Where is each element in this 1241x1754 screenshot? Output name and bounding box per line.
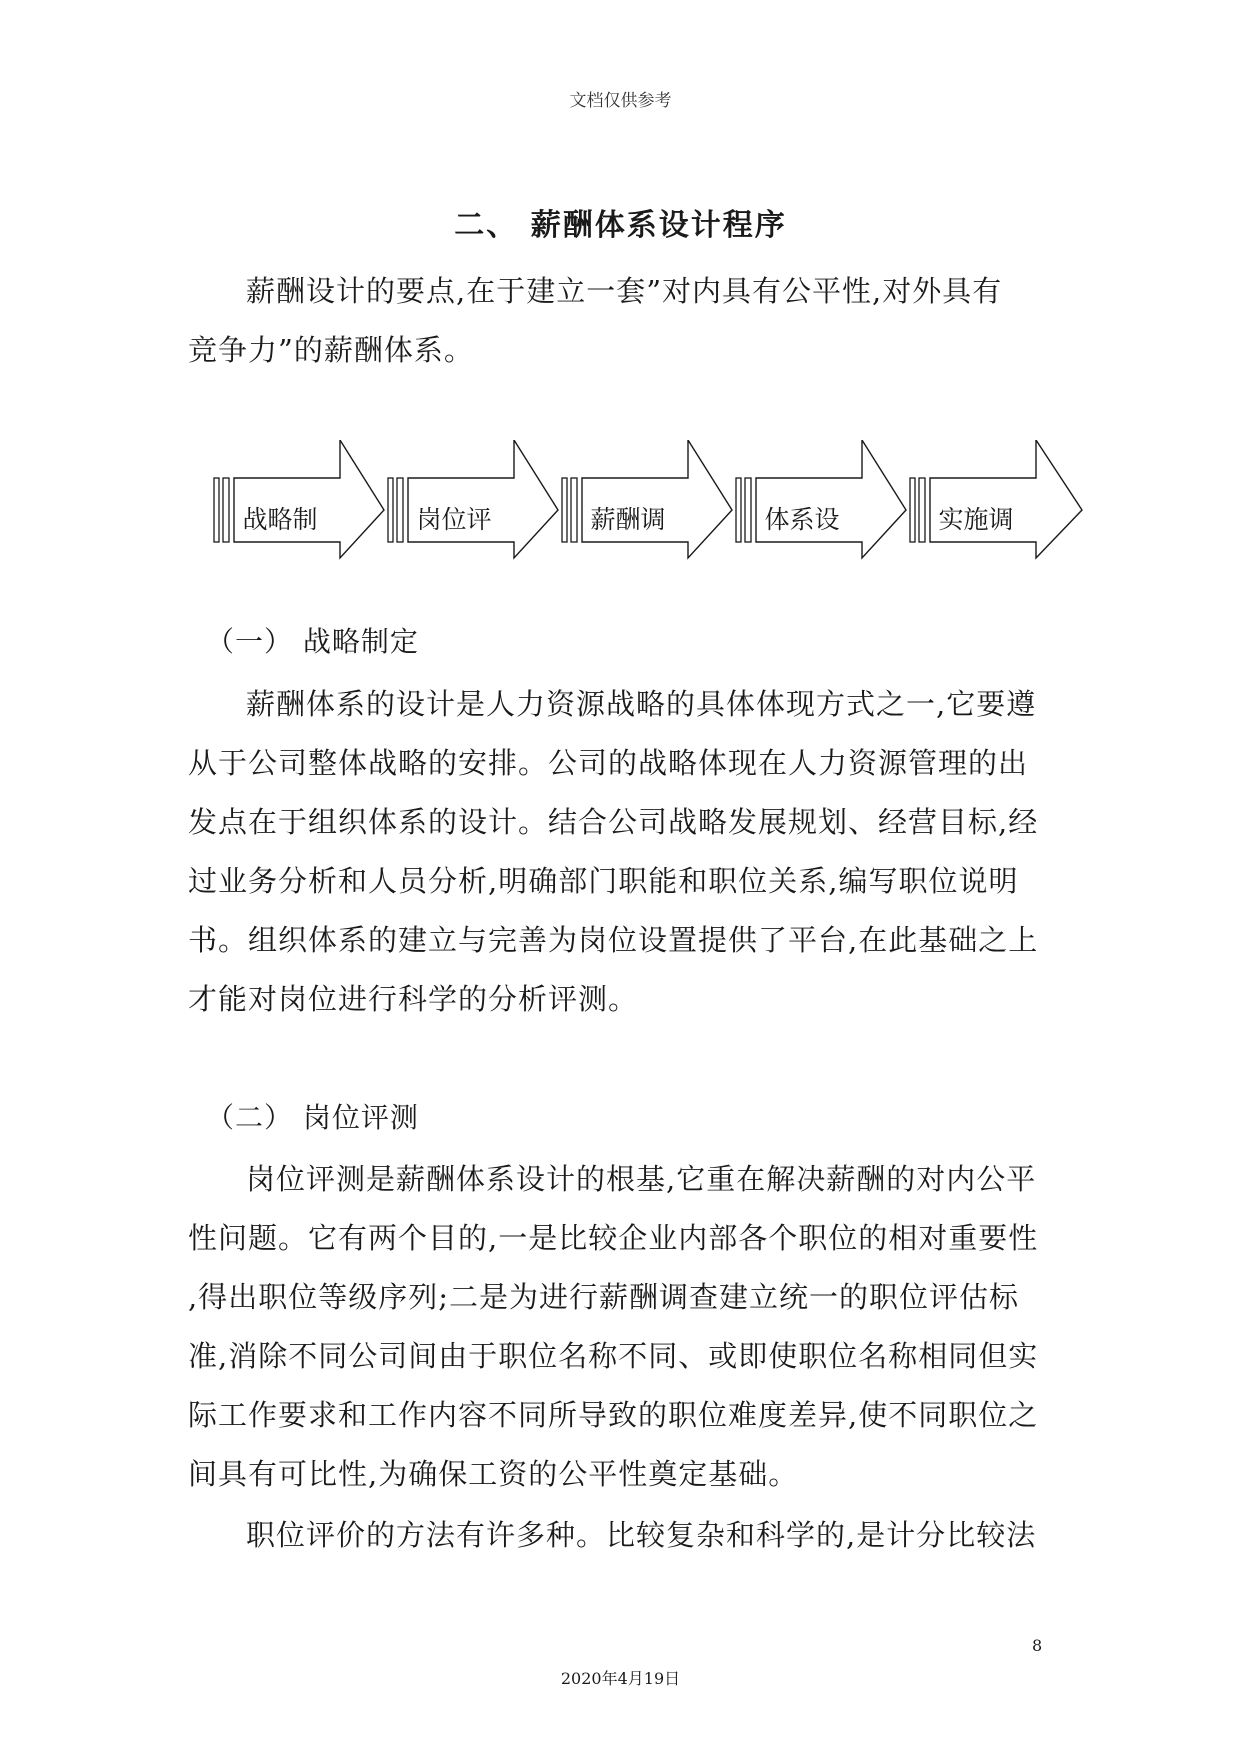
flow-step-label: 体系设 bbox=[764, 505, 840, 534]
section-heading: （二） 岗位评测 bbox=[206, 1101, 419, 1134]
step-bar-icon bbox=[736, 478, 741, 542]
flow-step-3 bbox=[562, 440, 732, 558]
right-arrow-icon bbox=[756, 440, 906, 558]
footer-date: 2020年4月19日 bbox=[560, 1669, 681, 1688]
right-arrow-icon bbox=[930, 440, 1082, 558]
flow-step-label: 战略制 bbox=[242, 505, 318, 534]
process-flow-diagram bbox=[210, 440, 1090, 560]
paragraph-line: 书。组织体系的建立与完善为岗位设置提供了平台,在此基础之上 bbox=[188, 923, 1039, 957]
paragraph-line: 过业务分析和人员分析,明确部门职能和职位关系,编写职位说明 bbox=[188, 864, 1019, 898]
flow-step-label: 薪酬调 bbox=[590, 505, 666, 534]
intro-line: 薪酬设计的要点,在于建立一套”对内具有公平性,对外具有 bbox=[246, 274, 1003, 308]
step-bar-icon bbox=[223, 478, 229, 542]
paragraph-line: 性问题。它有两个目的,一是比较企业内部各个职位的相对重要性 bbox=[188, 1221, 1039, 1255]
page-header: 文档仅供参考 bbox=[569, 91, 672, 111]
flow-step-5 bbox=[910, 440, 1082, 558]
section2-body bbox=[188, 1150, 1078, 1565]
flow-step-label: 实施调 bbox=[938, 505, 1014, 534]
step-bar-icon bbox=[214, 478, 219, 542]
flow-step-label: 岗位评 bbox=[416, 505, 492, 534]
flow-step-2 bbox=[388, 440, 558, 558]
paragraph-line: 准,消除不同公司间由于职位名称不同、或即使职位名称相同但实 bbox=[188, 1339, 1039, 1373]
intro-line: 竞争力”的薪酬体系。 bbox=[188, 333, 474, 367]
intro-paragraph bbox=[188, 262, 1078, 380]
flow-step-4 bbox=[736, 440, 906, 558]
step-bar-icon bbox=[745, 478, 751, 542]
paragraph-line: 发点在于组织体系的设计。结合公司战略发展规划、经营目标,经 bbox=[188, 805, 1039, 839]
paragraph-line: ,得出职位等级序列;二是为进行薪酬调查建立统一的职位评估标 bbox=[188, 1280, 1019, 1314]
process-flow-svg bbox=[210, 440, 1090, 560]
page-number: 8 bbox=[1032, 1636, 1043, 1655]
section-heading: （一） 战略制定 bbox=[206, 625, 419, 658]
paragraph-line: 才能对岗位进行科学的分析评测。 bbox=[188, 982, 639, 1016]
paragraph-line: 间具有可比性,为确保工资的公平性奠定基础。 bbox=[188, 1457, 799, 1491]
step-bar-icon bbox=[571, 478, 577, 542]
step-bar-icon bbox=[388, 478, 393, 542]
section1-body bbox=[188, 675, 1078, 1029]
paragraph-line: 职位评价的方法有许多种。比较复杂和科学的,是计分比较法 bbox=[246, 1518, 1037, 1552]
paragraph-line: 际工作要求和工作内容不同所导致的职位难度差异,使不同职位之 bbox=[188, 1398, 1039, 1432]
step-bar-icon bbox=[397, 478, 403, 542]
right-arrow-icon bbox=[582, 440, 732, 558]
flow-step-1 bbox=[214, 440, 384, 558]
right-arrow-icon bbox=[408, 440, 558, 558]
paragraph-line: 从于公司整体战略的安排。公司的战略体现在人力资源管理的出 bbox=[188, 746, 1029, 780]
step-bar-icon bbox=[910, 478, 915, 542]
paragraph-line: 薪酬体系的设计是人力资源战略的具体体现方式之一,它要遵 bbox=[246, 687, 1037, 721]
section-title: 二、 薪酬体系设计程序 bbox=[454, 208, 787, 243]
right-arrow-icon bbox=[234, 440, 384, 558]
step-bar-icon bbox=[562, 478, 567, 542]
paragraph-line: 岗位评测是薪酬体系设计的根基,它重在解决薪酬的对内公平 bbox=[246, 1162, 1037, 1196]
step-bar-icon bbox=[919, 478, 925, 542]
